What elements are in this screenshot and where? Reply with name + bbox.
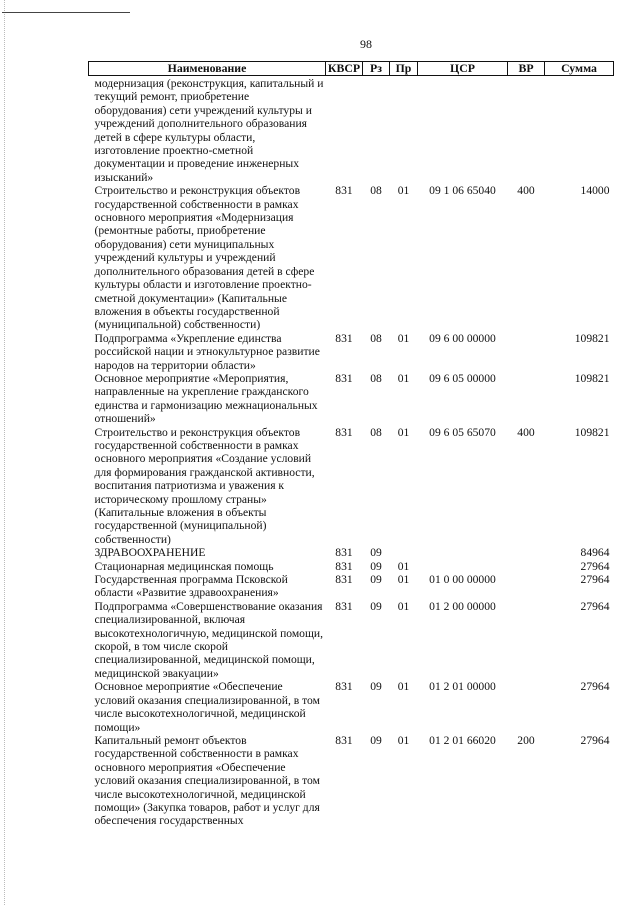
cell-kvsr: 831 [335,733,353,747]
page-number: 98 [360,37,372,51]
cell-kvsr [326,76,363,185]
cell-pr: 01 [397,733,410,747]
cell-vr [508,573,545,600]
cell-sum: 109821 [574,425,610,439]
cell-csr: 09 6 05 65070 [429,425,496,439]
cell-csr: 01 2 01 66020 [429,733,496,747]
cell-name: модернизация (реконструкция, капитальный и текущий ремонт, приобретение оборудования) сети учреждений культуры и учреждений дополнительного образования детей в сфере культуры области, изготовление проектно-сметной документации и проведение инженерных изысканий» [94,77,324,184]
header-csr: ЦСР [418,62,508,76]
cell-sum: 27964 [580,680,610,694]
cell-sum: 84964 [580,546,610,560]
cell-sum: 27964 [580,599,610,613]
cell-pr: 01 [397,331,410,345]
cell-rz: 09 [370,546,382,560]
cell-rz: 09 [370,733,382,747]
cell-pr: 01 [397,559,410,573]
table-row [89,546,614,559]
table-row [89,184,614,331]
cell-rz [363,76,390,185]
cell-pr: 01 [397,425,410,439]
cell-pr: 01 [397,680,410,694]
cell-vr [508,560,545,573]
table-row [89,734,614,828]
cell-sum: 27964 [580,573,610,587]
cell-kvsr: 831 [335,559,353,573]
cell-rz: 08 [370,331,382,345]
cell-kvsr: 831 [335,546,353,560]
header-kvsr: КВСР [326,62,363,76]
cell-pr [390,546,418,559]
cell-kvsr: 831 [335,184,353,198]
cell-pr: 01 [397,599,410,613]
cell-rz: 08 [370,425,382,439]
cell-csr [418,560,508,573]
cell-name: ЗДРАВООХРАНЕНИЕ [94,546,206,560]
cell-sum: 27964 [580,559,610,573]
cell-csr [418,76,508,185]
table-row [89,560,614,573]
cell-sum: 14000 [580,184,610,198]
cell-vr [508,332,545,372]
table-row [89,372,614,426]
cell-name: Строительство и реконструкция объектов государственной собственности в рамках основного мероприятия «Создание условий для формирования гражданской активности, воспитания патриотизма и уважения к историческому прошлому страны» (Капитальные вложения в объекты государственной (муниципальной) собственности) [94,425,315,546]
cell-pr: 01 [397,184,410,198]
cell-sum: 27964 [580,733,610,747]
cell-vr: 200 [517,733,535,747]
cell-csr: 01 2 00 00000 [429,599,496,613]
table-header [89,62,614,76]
cell-vr [508,372,545,426]
cell-rz: 09 [370,599,382,613]
cell-pr: 01 [397,573,410,587]
cell-pr: 01 [397,371,410,385]
cell-csr: 01 2 01 00000 [429,680,496,694]
cell-vr [508,680,545,734]
table-row [89,573,614,600]
cell-vr: 400 [517,184,535,198]
cell-name: Строительство и реконструкция объектов государственной собственности в рамках основного мероприятия «Модернизация (ремонтные работы, приобретение оборудования) сети муниципальных учреждений культуры и учреждений дополнительного образования детей в сфере культуры области и изготовление проектно-сметной документации» (Капитальные вложения в объекты государственной (муниципальной) собственности) [94,184,315,332]
cell-rz: 09 [370,559,382,573]
table-row [89,76,614,185]
cell-vr [508,600,545,680]
cell-vr: 400 [517,425,535,439]
cell-rz: 09 [370,680,382,694]
cell-csr: 01 0 00 00000 [429,573,496,587]
cell-kvsr: 831 [335,680,353,694]
cell-name: Стационарная медицинская помощь [94,559,274,573]
cell-csr [418,546,508,559]
cell-sum: 109821 [574,371,610,385]
header-vr: ВР [508,62,545,76]
cell-kvsr: 831 [335,599,353,613]
table-row [89,600,614,680]
cell-csr: 09 6 05 00000 [429,371,496,385]
cell-pr [390,76,418,185]
budget-table [88,61,614,828]
cell-name: Основное мероприятие «Мероприятия, направленные на укрепление гражданского единства и гармонизацию межнациональных отношений» [94,371,318,426]
header-name: Наименование [89,62,326,76]
cell-name: Основное мероприятие «Обеспечение условий оказания специализированной, в том числе высокотехнологичной, медицинской помощи» [94,680,320,734]
cell-kvsr: 831 [335,573,353,587]
table-row [89,680,614,734]
table-row [89,332,614,372]
cell-sum: 109821 [574,331,610,345]
cell-rz: 08 [370,371,382,385]
cell-kvsr: 831 [335,371,353,385]
cell-name: Государственная программа Псковской области «Развитие здравоохранения» [94,573,288,600]
cell-name: Подпрограмма «Укрепление единства российской нации и этнокультурное развитие народов на территории области» [94,331,320,372]
cell-csr: 09 6 00 00000 [429,331,496,345]
cell-sum [545,76,614,185]
cell-rz: 08 [370,184,382,198]
cell-name: Капитальный ремонт объектов государственной собственности в рамках основного мероприятия «Обеспечение условий оказания специализированной, в том числе высокотехнологичной, медицинской помощи» (Закупка товаров, работ и услуг для обеспечения государственных [94,733,320,828]
header-pr: Пр [390,62,418,76]
table-body [89,76,614,828]
cell-vr [508,76,545,185]
cell-kvsr: 831 [335,331,353,345]
table-row [89,426,614,547]
cell-kvsr: 831 [335,425,353,439]
header-rule [2,12,130,13]
header-rz: Рз [363,62,390,76]
page-edge [4,0,5,905]
header-sum: Сумма [545,62,614,76]
cell-csr: 09 1 06 65040 [429,184,496,198]
cell-name: Подпрограмма «Совершенствование оказания специализированной, включая высокотехнологичную, медицинской помощи, скорой, в том числе скорой специализированной, медицинской помощи, медицинской эвакуации» [94,599,324,680]
cell-vr [508,546,545,559]
cell-rz: 09 [370,573,382,587]
